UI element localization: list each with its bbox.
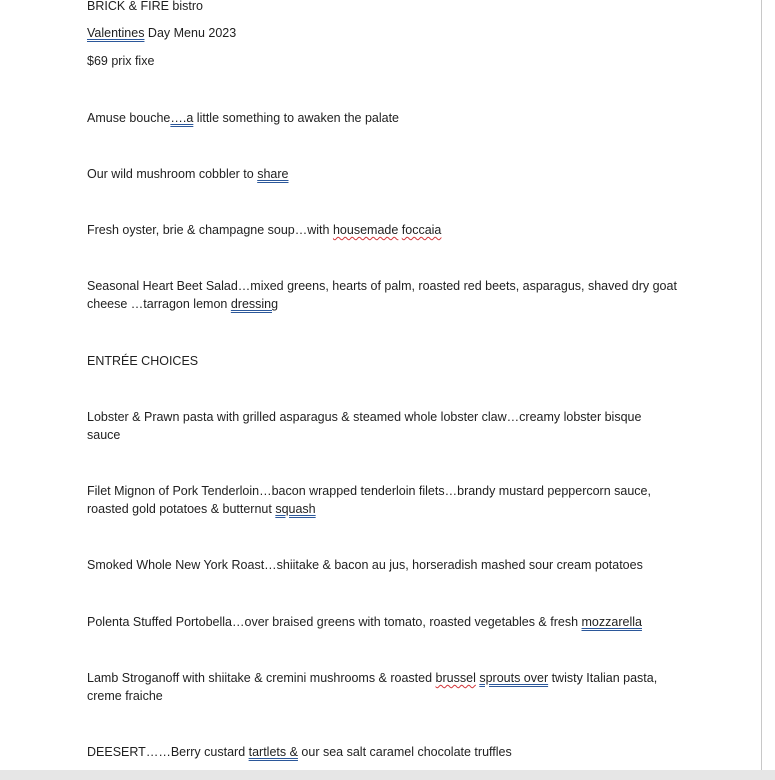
grammar-flag[interactable]: mozzarella xyxy=(581,615,642,629)
amuse-bouche-item xyxy=(87,109,687,127)
grammar-flag[interactable]: sprouts over xyxy=(479,671,549,685)
soup-item xyxy=(87,221,687,239)
vertical-scrollbar[interactable] xyxy=(761,0,775,770)
polenta-item xyxy=(87,613,687,631)
menu-title-text: Day Menu 2023 xyxy=(144,26,237,40)
grammar-flag[interactable]: share xyxy=(257,167,289,181)
salad-text: Seasonal Heart Beet Salad…mixed greens, hearts of palm, roasted red beets, asparagus, shaved dry goat cheese …tarragon lemon xyxy=(87,279,677,311)
roast-text: Smoked Whole New York Roast…shiitake & bacon au jus, horseradish mashed sour cream potatoes xyxy=(87,558,643,572)
lamb-item xyxy=(87,669,677,705)
dessert-text: our sea salt caramel chocolate truffles xyxy=(297,745,512,759)
filet-text: Filet Mignon of Pork Tenderloin…bacon wrapped tenderloin filets…brandy mustard peppercorn sauce, roasted gold potatoes & butternut xyxy=(87,484,651,516)
cobbler-text: Our wild mushroom cobbler to xyxy=(87,167,258,181)
roast-item xyxy=(87,556,687,574)
restaurant-name xyxy=(87,0,687,15)
bottom-gutter xyxy=(0,770,775,780)
lobster-text: Lobster & Prawn pasta with grilled asparagus & steamed whole lobster claw…creamy lobster bisque sauce xyxy=(87,410,642,442)
spelling-flag[interactable]: foccaia xyxy=(401,223,442,237)
price-line xyxy=(87,52,687,70)
grammar-flag[interactable]: squash xyxy=(275,502,316,516)
grammar-flag[interactable]: dressing xyxy=(230,297,279,311)
grammar-flag[interactable]: ….a xyxy=(170,111,194,125)
amuse-text: Amuse bouche xyxy=(87,111,171,125)
spelling-flag[interactable]: housemade xyxy=(332,223,399,237)
price-text: $69 prix fixe xyxy=(87,54,155,68)
dessert-text: DEESERT……Berry custard xyxy=(87,745,249,759)
filet-item xyxy=(87,482,677,518)
entree-heading-text: ENTRÉE CHOICES xyxy=(87,354,199,368)
grammar-flag[interactable]: tartlets & xyxy=(248,745,298,759)
amuse-text: little something to awaken the palate xyxy=(193,111,400,125)
lamb-text: twisty Italian pasta, creme fraiche xyxy=(87,671,658,703)
soup-text: Fresh oyster, brie & champagne soup…with xyxy=(87,223,333,237)
cobbler-item xyxy=(87,165,687,183)
entree-heading xyxy=(87,352,687,370)
polenta-text: Polenta Stuffed Portobella…over braised greens with tomato, roasted vegetables & fresh xyxy=(87,615,582,629)
grammar-flag[interactable]: Valentines xyxy=(87,26,145,40)
dessert-item xyxy=(87,743,687,761)
lobster-item xyxy=(87,408,677,444)
lamb-text: Lamb Stroganoff with shiitake & cremini mushrooms & roasted xyxy=(87,671,436,685)
spelling-flag[interactable]: brussel xyxy=(435,671,476,685)
restaurant-name-text: BRICK & FIRE bistro xyxy=(87,0,203,13)
salad-item xyxy=(87,277,677,313)
menu-title xyxy=(87,24,687,42)
